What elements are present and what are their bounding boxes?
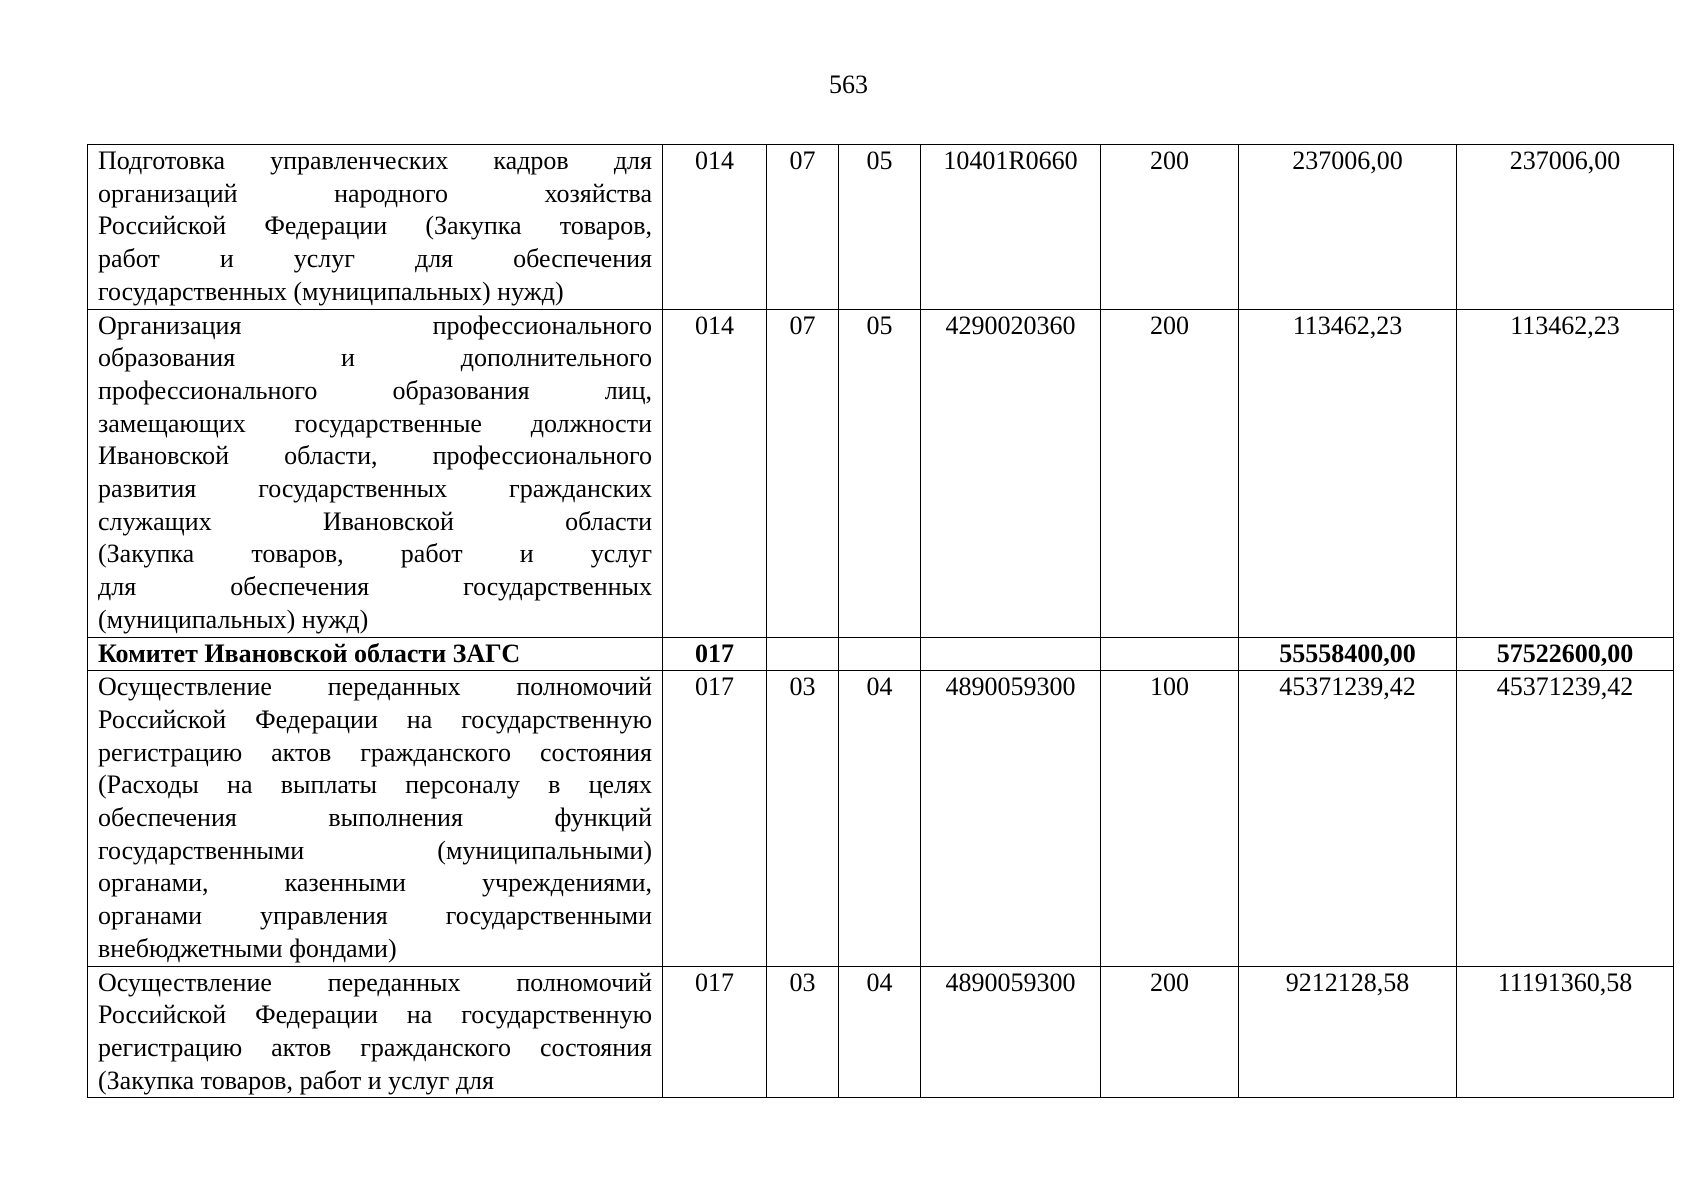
description-line: государственными (муниципальными) <box>98 835 652 865</box>
subsection-code-cell: 05 <box>839 145 921 310</box>
description-line: Ивановской области, профессионального <box>98 441 652 471</box>
description-line: регистрацию актов гражданского состояния <box>98 737 652 767</box>
expense-type-cell <box>1101 637 1239 671</box>
target-article-cell: 4890059300 <box>921 966 1101 1098</box>
amount-year-1-cell: 113462,23 <box>1239 309 1457 637</box>
amount-year-2-cell: 57522600,00 <box>1457 637 1674 671</box>
description-line: государственных (муниципальных) нужд) <box>98 276 564 306</box>
page-number: 563 <box>829 70 868 99</box>
expense-type-cell: 200 <box>1101 966 1239 1098</box>
description-line: (Закупка товаров, работ и услуг для <box>98 1065 494 1095</box>
subsection-code-cell: 04 <box>839 671 921 966</box>
description-cell <box>88 966 663 1098</box>
table-row <box>88 309 1674 637</box>
description-line: (Расходы на выплаты персоналу в целях <box>98 770 652 800</box>
amount-year-2-cell: 11191360,58 <box>1457 966 1674 1098</box>
amount-year-2-cell: 237006,00 <box>1457 145 1674 310</box>
subsection-code-cell: 04 <box>839 966 921 1098</box>
description-line: (муниципальных) нужд) <box>98 604 369 634</box>
ministry-code-cell: 017 <box>663 966 767 1098</box>
description-line: работ и услуг для обеспечения <box>98 244 652 274</box>
subsection-code-cell <box>839 637 921 671</box>
table-row <box>88 671 1674 966</box>
description-line: обеспечения выполнения функций <box>98 803 652 833</box>
section-code-cell <box>767 637 839 671</box>
table-row <box>88 637 1674 671</box>
description-cell <box>88 637 663 671</box>
expense-type-cell: 200 <box>1101 145 1239 310</box>
description-line: замещающих государственные должности <box>98 408 652 438</box>
description-cell <box>88 671 663 966</box>
section-code-cell: 07 <box>767 309 839 637</box>
subsection-code-cell: 05 <box>839 309 921 637</box>
description-line: регистрацию актов гражданского состояния <box>98 1032 652 1062</box>
table-row <box>88 145 1674 310</box>
amount-year-2-cell: 113462,23 <box>1457 309 1674 637</box>
section-code-cell: 03 <box>767 966 839 1098</box>
description-line: Российской Федерации на государственную <box>98 704 652 734</box>
description-line: органами управления государственными <box>98 901 652 931</box>
description-line: Комитет Ивановской области ЗАГС <box>98 638 521 668</box>
section-code-cell: 07 <box>767 145 839 310</box>
amount-year-1-cell: 237006,00 <box>1239 145 1457 310</box>
expense-type-cell: 100 <box>1101 671 1239 966</box>
section-code-cell: 03 <box>767 671 839 966</box>
ministry-code-cell: 014 <box>663 309 767 637</box>
table-row <box>88 966 1674 1098</box>
description-line: Подготовка управленческих кадров для <box>98 146 652 175</box>
amount-year-1-cell: 55558400,00 <box>1239 637 1457 671</box>
description-line: служащих Ивановской области <box>98 506 652 536</box>
ministry-code-cell: 017 <box>663 671 767 966</box>
target-article-cell: 4290020360 <box>921 309 1101 637</box>
description-line: Российской Федерации (Закупка товаров, <box>98 211 652 241</box>
amount-year-1-cell: 45371239,42 <box>1239 671 1457 966</box>
description-line: организаций народного хозяйства <box>98 178 652 208</box>
description-line: Осуществление переданных полномочий <box>98 672 652 702</box>
description-line: Организация профессионального <box>98 310 652 340</box>
description-line: образования и дополнительного <box>98 343 652 373</box>
budget-table <box>87 144 1674 1098</box>
description-cell <box>88 145 663 310</box>
description-line: Осуществление переданных полномочий <box>98 967 652 997</box>
description-line: профессионального образования лиц, <box>98 375 652 405</box>
expense-type-cell: 200 <box>1101 309 1239 637</box>
ministry-code-cell: 014 <box>663 145 767 310</box>
target-article-cell: 4890059300 <box>921 671 1101 966</box>
description-line: Российской Федерации на государственную <box>98 1000 652 1030</box>
ministry-code-cell: 017 <box>663 637 767 671</box>
description-line: (Закупка товаров, работ и услуг <box>98 539 652 569</box>
description-line: органами, казенными учреждениями, <box>98 868 652 898</box>
description-cell <box>88 309 663 637</box>
budget-table-body <box>88 145 1674 1098</box>
amount-year-2-cell: 45371239,42 <box>1457 671 1674 966</box>
description-line: внебюджетными фондами) <box>98 933 397 963</box>
amount-year-1-cell: 9212128,58 <box>1239 966 1457 1098</box>
description-line: развития государственных гражданских <box>98 474 652 504</box>
target-article-cell: 10401R0660 <box>921 145 1101 310</box>
target-article-cell <box>921 637 1101 671</box>
description-line: для обеспечения государственных <box>98 572 652 602</box>
